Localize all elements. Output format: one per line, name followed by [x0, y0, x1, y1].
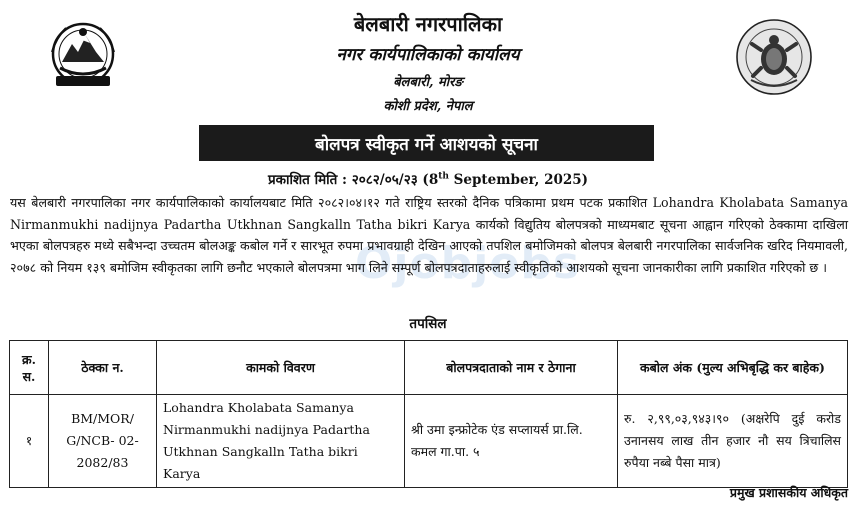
cell-amount: रु. २,९९,०३,९४३।९० (अक्षरेपि दुई करोड उनानसय लाख तीन हजार नौ सय त्रिचालिस रुपैया नब्बे पैसा मात्र) [618, 395, 848, 488]
header-contract-no: ठेक्का न. [49, 341, 157, 395]
cell-description: Lohandra Kholabata Samanya Nirmanmukhi nadijnya Padartha Utkhnan Sangkalln Tatha bikri Karya [157, 395, 405, 488]
table-header-row [10, 341, 848, 395]
schedule-heading: तपसिल [409, 316, 447, 332]
cell-bidder: श्री उमा इन्फ्रोटेक एंड सप्लायर्स प्रा.लि. कमल गा.पा. ५ [405, 395, 618, 488]
municipality-name: बेलबारी नगरपालिका [353, 12, 503, 36]
header-serial: क्र. स. [10, 341, 49, 395]
cell-contract-no: BM/MOR/ G/NCB- 02-2082/83 [49, 395, 157, 488]
office-location: बेलबारी, मोरङ [393, 75, 463, 90]
publication-date-rest: September, 2025) [448, 172, 589, 188]
office-province: कोशी प्रदेश, नेपाल [383, 99, 473, 114]
publication-date [0, 170, 856, 188]
cell-serial: १ [10, 395, 49, 488]
header-bidder: बोलपत्रदाताको नाम र ठेगाना [405, 341, 618, 395]
header-amount: कबोल अंक (मुल्य अभिबृद्धि कर बाहेक) [618, 341, 848, 395]
notice-title-banner: बोलपत्र स्वीकृत गर्ने आशयको सूचना [199, 125, 654, 161]
header-description: कामको विवरण [157, 341, 405, 395]
office-name: नगर कार्यपालिकाको कार्यालय [336, 45, 520, 65]
publication-date-sup: th [438, 171, 449, 182]
signatory-title: प्रमुख प्रशासकीय अधिकृत [729, 485, 848, 500]
bid-award-table [9, 340, 848, 488]
table-row [10, 395, 848, 488]
watermark-text: Ojobjobs [355, 238, 581, 289]
notice-body-text: यस बेलबारी नगरपालिका नगर कार्यपालिकाको कार्यालयबाट मिति २०८२।०४।१२ गते राष्ट्रिय स्तरको दैनिक पत्रिकामा प्रथम पटक प्रकाशित Lohandra Kholabata Samanya Nirmanmukhi nadijnya Padartha Utkhnan Sangkalln Tatha bikri Karya कार्यको विद्युतिय बोलपत्रको माध्यमबाट सूचना आह्वान गरिएको ठेक्कामा दाखिला भएका बोलपत्रहरु मध्ये सबैभन्दा उच्चतम बोलअङ्क कबोल गर्ने र सारभूत रुपमा प्रभावग्राही देखिन आएको तपशिल बमोजिमको बोलपत्र बेलबारी नगरपालिका सार्वजनिक खरिद नियमावली, २०७८ को नियम १३९ बमोजिम स्वीकृतका लागि छनौट भएकाले बोलपत्रमा भाग लिने सम्पूर्ण बोलपत्रदाताहरुलाई स्वीकृतिको आशयको सूचना जानकारीका लागि प्रकाशित गरिएको छ । [10, 195, 848, 275]
publication-date-label: प्रकाशित मिति : २०८२/०५/२३ (8 [267, 172, 439, 188]
